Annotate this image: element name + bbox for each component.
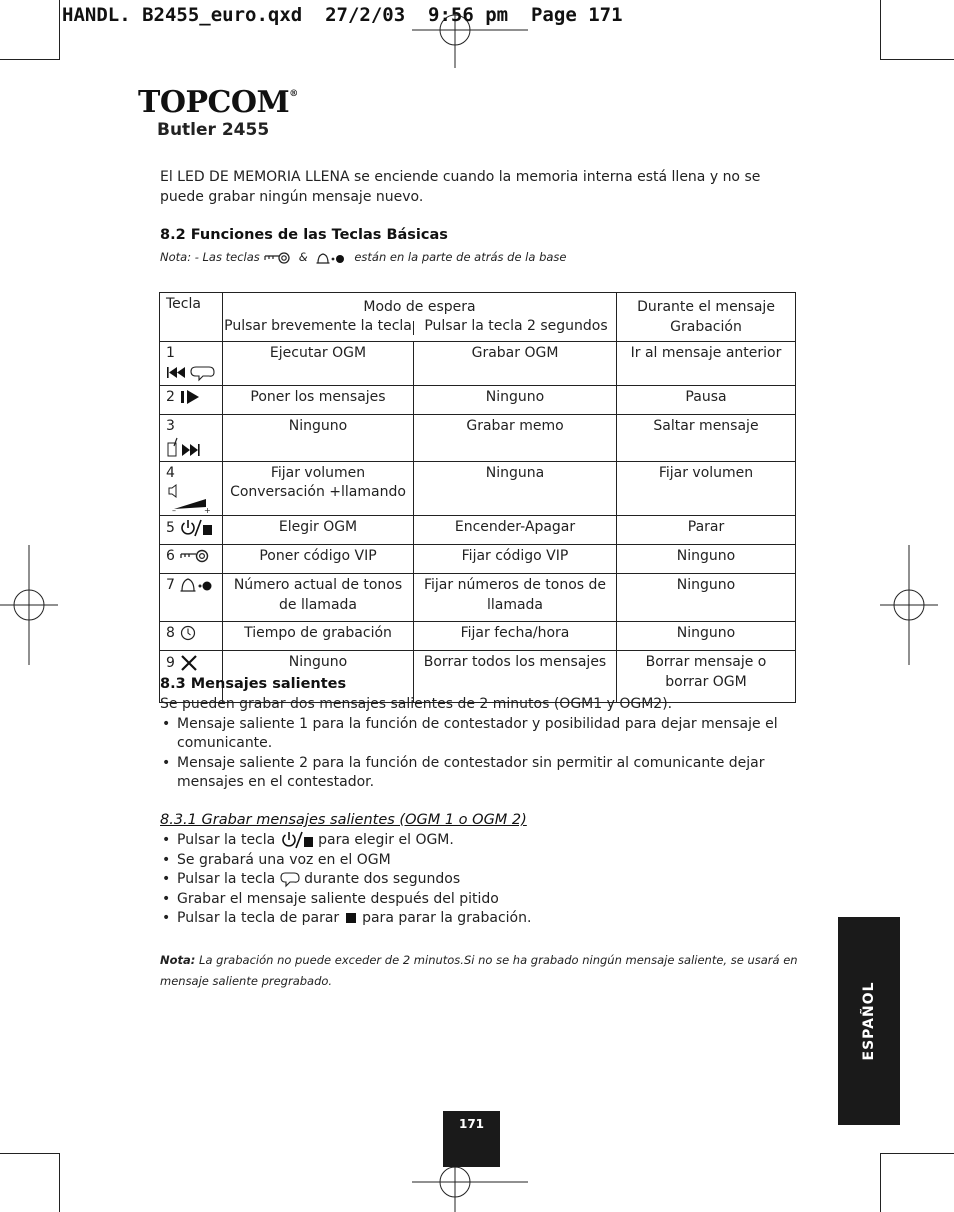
clock-icon bbox=[179, 624, 197, 642]
short-press-cell: Elegir OGM bbox=[223, 516, 414, 545]
key-functions-table bbox=[159, 292, 796, 703]
long-press-cell: Fijar código VIP bbox=[414, 545, 617, 574]
long-press-cell: Ninguno bbox=[414, 386, 617, 415]
short-press-cell: Número actual de tonos de llamada bbox=[223, 574, 414, 622]
section-heading-8-2: 8.2 Funciones de las Teclas Básicas bbox=[160, 227, 448, 243]
header-standby: Modo de espera Pulsar brevemente la tecla Pulsar la tecla 2 segundos bbox=[223, 293, 617, 342]
short-press-cell: Ninguno bbox=[223, 651, 414, 703]
table-row bbox=[160, 461, 796, 516]
stop-icon bbox=[344, 911, 358, 925]
memo-forward-icon bbox=[166, 437, 206, 459]
key-cell: 1 bbox=[160, 342, 223, 386]
footnote: Nota: La grabación no puede exceder de 2 minutos.Si no se ha grabado ningún mensaje saliente, se usará en mensaje saliente pregrabado. bbox=[160, 953, 798, 988]
list-item: • Pulsar la tecla durante dos segundos bbox=[160, 870, 800, 890]
delete-x-icon bbox=[179, 653, 199, 673]
key-cell: 6 bbox=[160, 545, 223, 574]
short-press-cell: Tiempo de grabación bbox=[223, 622, 414, 651]
table-row bbox=[160, 545, 796, 574]
during-cell: Ninguno bbox=[617, 545, 796, 574]
svg-text:–: – bbox=[172, 506, 176, 515]
table-row bbox=[160, 342, 796, 386]
long-press-cell: Grabar OGM bbox=[414, 342, 617, 386]
short-press-cell: Ninguno bbox=[223, 415, 414, 462]
short-press-cell: Poner los mensajes bbox=[223, 386, 414, 415]
short-press-cell: Fijar volumen Conversación +llamando bbox=[223, 461, 414, 516]
keys-note: Nota: - Las teclas & están en la parte de atrás de la base bbox=[160, 250, 567, 264]
short-press-cell: Poner código VIP bbox=[223, 545, 414, 574]
header-long-press: Pulsar la tecla 2 segundos bbox=[424, 318, 608, 334]
table-row bbox=[160, 574, 796, 622]
chat-bubble-icon bbox=[280, 871, 300, 887]
long-press-cell: Ninguna bbox=[414, 461, 617, 516]
long-press-cell: Encender-Apagar bbox=[414, 516, 617, 545]
key-cell: 2 bbox=[160, 386, 223, 415]
during-cell: Ninguno bbox=[617, 622, 796, 651]
bell-rings-icon bbox=[315, 251, 347, 265]
during-cell: Ninguno bbox=[617, 574, 796, 622]
volume-icon bbox=[166, 483, 210, 513]
vip-key-icon bbox=[179, 548, 209, 564]
table-header-row bbox=[160, 293, 796, 342]
key-cell: 7 bbox=[160, 574, 223, 622]
section-8-3-lead: Se pueden grabar dos mensajes salientes de 2 minutos (OGM1 y OGM2). bbox=[160, 696, 673, 712]
print-header: HANDL. B2455_euro.qxd 27/2/03 9:56 pm Page 171 bbox=[62, 4, 623, 26]
vip-key-icon bbox=[263, 251, 291, 265]
list-item: • Mensaje saliente 1 para la función de contestador y posibilidad para dejar mensaje el comunicante. bbox=[160, 715, 800, 754]
list-item: • Pulsar la tecla de parar para parar la grabación. bbox=[160, 909, 800, 929]
brand-logo: TOPCOM® bbox=[138, 85, 298, 120]
crop-mark bbox=[880, 1153, 954, 1154]
during-cell: Ir al mensaje anterior bbox=[617, 342, 796, 386]
long-press-cell: Fijar números de tonos de llamada bbox=[414, 574, 617, 622]
table-row bbox=[160, 516, 796, 545]
crop-mark bbox=[0, 59, 60, 60]
long-press-cell: Borrar todos los mensajes bbox=[414, 651, 617, 703]
bell-rings-icon bbox=[179, 576, 213, 594]
key-cell: 3 bbox=[160, 415, 223, 462]
list-item: • Mensaje saliente 2 para la función de contestador sin permitir al comunicante dejar mensajes en el contestador. bbox=[160, 754, 800, 793]
power-stop-icon bbox=[280, 831, 314, 849]
long-press-cell: Grabar memo bbox=[414, 415, 617, 462]
crop-mark bbox=[880, 1153, 881, 1212]
registration-mark-left bbox=[0, 545, 60, 665]
intro-paragraph: El LED DE MEMORIA LLENA se enciende cuando la memoria interna está llena y no se puede grabar ningún mensaje nuevo. bbox=[160, 169, 761, 205]
during-cell: Saltar mensaje bbox=[617, 415, 796, 462]
crop-mark bbox=[880, 0, 881, 60]
list-item: • Se grabará una voz en el OGM bbox=[160, 851, 800, 871]
model-name: Butler 2455 bbox=[157, 120, 270, 140]
header-key: Tecla bbox=[160, 293, 223, 342]
header-short-press: Pulsar brevemente la tecla bbox=[224, 318, 412, 334]
page-number: 171 bbox=[443, 1111, 500, 1167]
key-cell: 9 bbox=[160, 651, 223, 703]
during-cell: Parar bbox=[617, 516, 796, 545]
crop-mark bbox=[0, 1153, 60, 1154]
during-cell: Pausa bbox=[617, 386, 796, 415]
section-8-3-body bbox=[160, 695, 800, 793]
during-cell: Borrar mensaje o borrar OGM bbox=[617, 651, 796, 703]
header-during: Durante el mensaje Grabación bbox=[617, 293, 796, 342]
long-press-cell: Fijar fecha/hora bbox=[414, 622, 617, 651]
registration-mark-right bbox=[880, 545, 940, 665]
play-pause-icon bbox=[179, 388, 205, 406]
rewind-chat-icon bbox=[166, 364, 216, 382]
power-stop-icon bbox=[179, 518, 213, 538]
crop-mark bbox=[59, 1153, 60, 1212]
svg-text:+: + bbox=[204, 506, 211, 515]
key-cell: 4 – + bbox=[160, 461, 223, 516]
crop-mark bbox=[880, 59, 954, 60]
section-heading-8-3-1: 8.3.1 Grabar mensajes salientes (OGM 1 o OGM 2) bbox=[160, 812, 527, 828]
key-cell: 8 bbox=[160, 622, 223, 651]
section-heading-8-3: 8.3 Mensajes salientes bbox=[160, 676, 347, 692]
table-row bbox=[160, 415, 796, 462]
during-cell: Fijar volumen bbox=[617, 461, 796, 516]
table-row bbox=[160, 386, 796, 415]
short-press-cell: Ejecutar OGM bbox=[223, 342, 414, 386]
key-cell: 5 bbox=[160, 516, 223, 545]
language-tab: ESPAÑOL bbox=[838, 917, 900, 1125]
list-item: • Pulsar la tecla para elegir el OGM. bbox=[160, 831, 800, 851]
table-row bbox=[160, 622, 796, 651]
list-item: • Grabar el mensaje saliente después del pitido bbox=[160, 890, 800, 910]
section-8-3-1-body bbox=[160, 831, 800, 929]
crop-mark bbox=[59, 0, 60, 60]
